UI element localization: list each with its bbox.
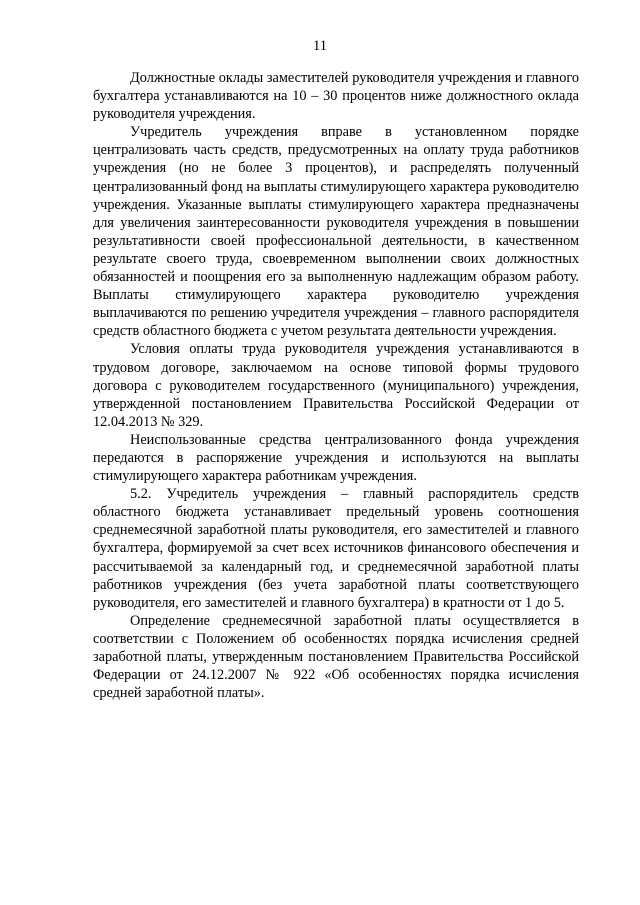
document-body	[93, 69, 579, 702]
paragraph-labor-contract: Условия оплаты труда руководителя учреждения устанавливаются в трудовом договоре, заключаемом на основе типовой формы трудового договора с руководителем государственного (муниципального) учреждения, утвержденной постановлением Правительства Российской Федерации от 12.04.2013 № 329.	[93, 341, 579, 430]
paragraph-unused-funds: Неиспользованные средства централизованного фонда учреждения передаются в распоряжение учреждения и используются на выплаты стимулирующего характера работникам учреждения.	[93, 431, 579, 485]
paragraph-deputy-salaries: Должностные оклады заместителей руководителя учреждения и главного бухгалтера устанавливаются на 10 – 30 процентов ниже должностного оклада руководителя учреждения.	[93, 70, 579, 123]
paragraph-salary-ratio: 5.2. Учредитель учреждения – главный распорядитель средств областного бюджета устанавливает предельный уровень соотношения среднемесячной заработной платы руководителя, его заместителей и главного бухгалтера, формируемой за счет всех источников финансового обеспечения и рассчитываемой за календарный год, и среднемесячной заработной платы работников учреждения (без учета заработной платы соответствующего руководителя, его заместителей и главного бухгалтера) в кратности от 1 до 5.	[93, 486, 579, 611]
paragraph-centralized-fund: Учредитель учреждения вправе в установленном порядке централизовать часть средств, предусмотренных на оплату труда работников учреждения (но не более 3 процентов), и распределять полученный централизованный фонд на выплаты стимулирующего характера руководителю учреждения. Указанные выплаты стимулирующего характера предназначены для увеличения заинтересованности руководителя учреждения в повышении результативности своей профессиональной деятельности, в качественном результате своего труда, своевременном выполнении своих должностных обязанностей и поощрения его за выполненную надлежащим образом работу. Выплаты стимулирующего характера руководителю учреждения выплачиваются по решению учредителя учреждения – главного распорядителя средств областного бюджета с учетом результата деятельности учреждения.	[93, 124, 579, 340]
page-number: 11	[313, 38, 327, 54]
paragraph-average-salary-definition: Определение среднемесячной заработной платы осуществляется в соответствии с Положением об особенностях порядка исчисления средней заработной платы, утвержденным постановлением Правительства Российской Федерации от 24.12.2007 № 922 «Об особенностях порядка исчисления средней заработной платы».	[93, 612, 579, 702]
